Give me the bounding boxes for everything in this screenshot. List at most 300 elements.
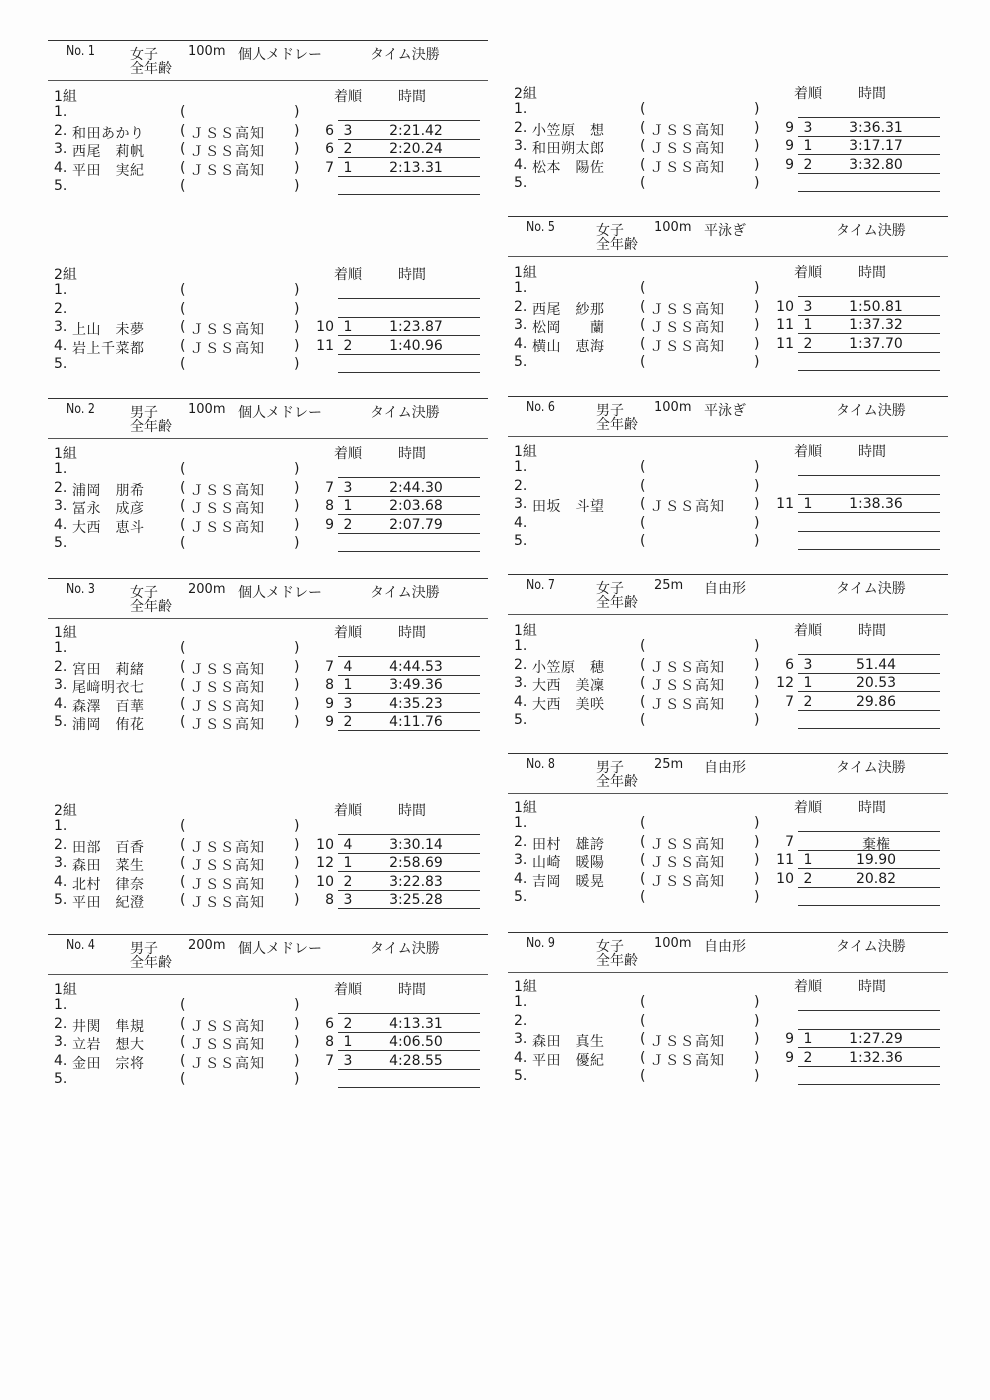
finish-time: 1:23.87 <box>389 319 443 335</box>
finish-time: 1:40.96 <box>389 337 443 354</box>
result-row <box>48 517 488 535</box>
header-rule-bottom <box>48 80 488 81</box>
paren-open: ( <box>640 693 646 710</box>
paren-close: ) <box>294 300 300 317</box>
lane-number: 5. <box>514 1068 528 1084</box>
team-name: ＪＳＳ高知 <box>650 873 725 890</box>
header-rule-top <box>508 753 948 754</box>
finish-time: 3:32.80 <box>849 156 903 173</box>
result-row <box>508 317 948 335</box>
paren-close: ) <box>754 889 760 905</box>
paren-close: ) <box>294 356 300 372</box>
paren-close: ) <box>294 282 300 298</box>
rank-column-header: 着順 <box>794 800 822 816</box>
header-rule-bottom <box>508 972 948 973</box>
event-kind: タイム決勝 <box>836 581 906 597</box>
paren-close: ) <box>294 892 300 908</box>
paren-close: ) <box>754 138 760 154</box>
lane-number: 3. <box>54 498 68 514</box>
event-distance: 100m <box>188 44 226 59</box>
paren-close: ) <box>294 658 300 675</box>
header-rule-top <box>48 578 488 579</box>
paren-close: ) <box>294 1071 300 1087</box>
paren-open: ( <box>640 280 646 296</box>
lane-number: 3. <box>514 317 528 333</box>
result-row <box>508 138 948 156</box>
event-number: No. 1 <box>66 44 95 59</box>
result-row <box>48 301 488 319</box>
paren-close: ) <box>754 712 760 728</box>
paren-open: ( <box>640 1049 646 1066</box>
paren-close: ) <box>754 175 760 191</box>
finish-time: 20.53 <box>855 675 897 691</box>
result-row <box>48 1071 488 1089</box>
paren-open: ( <box>180 104 186 120</box>
lane-number: 3. <box>514 138 528 154</box>
team-name: ＪＳＳ高知 <box>650 159 725 176</box>
team-name: ＪＳＳ高知 <box>190 340 265 357</box>
entry-underline <box>798 154 940 155</box>
paren-open: ( <box>180 516 186 533</box>
event-kind: タイム決勝 <box>370 405 440 421</box>
paren-close: ) <box>294 714 300 730</box>
finish-rank: 3 <box>343 479 353 496</box>
swimmer-age: 9 <box>785 119 794 136</box>
result-row <box>508 478 948 496</box>
swimmer-name: 冨永 成彦 <box>72 501 145 517</box>
swimmer-name: 和田あかり <box>72 125 145 142</box>
lane-number: 4. <box>514 335 528 352</box>
swimmer-age: 11 <box>776 335 794 352</box>
header-rule-bottom <box>48 618 488 619</box>
result-row <box>508 657 948 675</box>
entry-underline <box>798 333 940 334</box>
finish-time: 2:20.24 <box>389 141 443 157</box>
event-distance: 25m <box>654 757 684 772</box>
lane-number: 3. <box>54 1034 68 1050</box>
swimmer-age: 6 <box>785 656 794 673</box>
entry-underline <box>338 157 480 158</box>
team-name: ＪＳＳ高知 <box>190 322 265 338</box>
lane-number: 5. <box>514 712 528 728</box>
time-column-header: 時間 <box>858 800 886 816</box>
paren-close: ) <box>294 695 300 712</box>
result-row <box>48 659 488 677</box>
finish-rank: 4 <box>343 658 353 675</box>
finish-time: 2:13.31 <box>389 159 443 176</box>
entry-underline <box>338 1032 480 1033</box>
swimmer-name: 吉岡 暖晃 <box>532 873 605 890</box>
finish-time: 1:37.70 <box>849 335 903 352</box>
swimmer-age: 6 <box>325 1015 334 1032</box>
event-age-class: 全年齢 <box>596 237 638 253</box>
paren-open: ( <box>180 892 186 908</box>
finish-rank: 2 <box>803 335 813 352</box>
entry-underline <box>338 533 480 534</box>
lane-number: 2. <box>514 656 528 673</box>
result-row <box>508 852 948 870</box>
rank-column-header: 着順 <box>794 979 822 995</box>
heat-name: 1組 <box>514 979 537 995</box>
result-row <box>508 175 948 193</box>
paren-close: ) <box>754 533 760 549</box>
swimmer-name: 田部 百香 <box>72 839 145 856</box>
swimmer-name: 松岡 蘭 <box>532 320 605 336</box>
entry-underline <box>338 890 480 891</box>
swimmer-name: 森田 真生 <box>532 1034 605 1050</box>
entry-underline <box>338 477 480 478</box>
team-name: ＪＳＳ高知 <box>650 659 725 676</box>
event-age-class: 全年齢 <box>130 955 172 971</box>
paren-close: ) <box>294 461 300 477</box>
paren-close: ) <box>754 317 760 333</box>
entry-underline <box>798 531 940 532</box>
paren-close: ) <box>754 815 760 831</box>
result-row <box>508 120 948 138</box>
entry-underline <box>798 352 940 353</box>
paren-open: ( <box>640 712 646 728</box>
team-name: ＪＳＳ高知 <box>650 678 725 694</box>
event-number: No. 3 <box>66 582 95 597</box>
paren-close: ) <box>754 119 760 136</box>
finish-rank: 3 <box>803 656 813 673</box>
time-column-header: 時間 <box>858 444 886 460</box>
paren-close: ) <box>294 479 300 496</box>
result-row <box>508 638 948 656</box>
paren-open: ( <box>180 677 186 693</box>
paren-close: ) <box>294 855 300 871</box>
entry-underline <box>798 173 940 174</box>
paren-open: ( <box>180 1052 186 1069</box>
team-name: ＪＳＳ高知 <box>650 320 725 336</box>
finish-time: 20.82 <box>855 870 897 887</box>
finish-time: 3:22.83 <box>389 873 443 890</box>
swimmer-age: 10 <box>316 836 334 853</box>
paren-open: ( <box>180 714 186 730</box>
lane-number: 4. <box>54 873 68 890</box>
lane-number: 1. <box>514 280 528 296</box>
paren-close: ) <box>294 873 300 890</box>
event-stroke: 平泳ぎ <box>704 223 746 239</box>
lane-number: 5. <box>514 533 528 549</box>
team-name: ＪＳＳ高知 <box>650 855 725 871</box>
entry-underline <box>798 673 940 674</box>
event-kind: タイム決勝 <box>836 403 906 419</box>
swimmer-age: 9 <box>325 516 334 533</box>
lane-number: 1. <box>514 459 528 475</box>
finish-time: 1:37.32 <box>849 317 903 333</box>
paren-open: ( <box>640 870 646 887</box>
team-name: ＪＳＳ高知 <box>190 501 265 517</box>
team-name: ＪＳＳ高知 <box>190 482 265 499</box>
result-row <box>48 356 488 374</box>
paren-open: ( <box>640 101 646 117</box>
lane-number: 4. <box>54 695 68 712</box>
result-row <box>48 319 488 337</box>
swimmer-name: 森澤 百華 <box>72 698 145 715</box>
event-kind: タイム決勝 <box>836 939 906 955</box>
result-row <box>508 101 948 119</box>
paren-open: ( <box>640 354 646 370</box>
paren-open: ( <box>180 818 186 834</box>
event-number: No. 7 <box>526 578 555 593</box>
time-column-header: 時間 <box>858 979 886 995</box>
paren-open: ( <box>180 695 186 712</box>
team-name: ＪＳＳ高知 <box>190 1037 265 1053</box>
event-kind: タイム決勝 <box>370 47 440 63</box>
paren-open: ( <box>640 156 646 173</box>
lane-number: 4. <box>54 337 68 354</box>
finish-rank: 1 <box>343 1034 353 1050</box>
lane-number: 5. <box>54 892 68 908</box>
lane-number: 4. <box>514 156 528 173</box>
entry-underline <box>798 494 940 495</box>
header-rule-top <box>48 40 488 41</box>
paren-open: ( <box>180 498 186 514</box>
finish-time: 4:44.53 <box>389 658 443 675</box>
entry-underline <box>798 850 940 851</box>
entry-underline <box>798 1047 940 1048</box>
paren-open: ( <box>180 141 186 157</box>
result-row <box>48 282 488 300</box>
result-row <box>48 338 488 356</box>
swimmer-age: 11 <box>776 496 794 512</box>
event-stroke: 個人メドレー <box>238 47 322 63</box>
swimmer-age: 7 <box>325 1052 334 1069</box>
entry-underline <box>338 176 480 177</box>
finish-time: 2:21.42 <box>389 122 443 139</box>
paren-close: ) <box>754 496 760 512</box>
event-number: No. 2 <box>66 402 95 417</box>
result-row <box>508 675 948 693</box>
paren-close: ) <box>294 159 300 176</box>
swimmer-name: 上山 未夢 <box>72 322 145 338</box>
paren-open: ( <box>640 175 646 191</box>
finish-rank: 3 <box>803 119 813 136</box>
event-stroke: 個人メドレー <box>238 405 322 421</box>
finish-time: 3:25.28 <box>389 892 443 908</box>
finish-rank: 2 <box>343 873 353 890</box>
paren-open: ( <box>180 337 186 354</box>
heat-header <box>508 976 948 994</box>
event-number: No. 5 <box>526 220 555 235</box>
event-header <box>508 574 948 616</box>
paren-close: ) <box>294 122 300 139</box>
team-name: ＪＳＳ高知 <box>190 839 265 856</box>
team-name: ＪＳＳ高知 <box>190 680 265 696</box>
time-column-header: 時間 <box>398 446 426 462</box>
lane-number: 3. <box>514 852 528 868</box>
finish-rank: 1 <box>803 852 813 868</box>
rank-column-header: 着順 <box>334 982 362 998</box>
swimmer-age: 7 <box>785 693 794 710</box>
paren-open: ( <box>180 855 186 871</box>
event-header <box>48 578 488 620</box>
entry-underline <box>798 117 940 118</box>
entry-underline <box>338 693 480 694</box>
finish-time: 3:30.14 <box>389 836 443 853</box>
swimmer-age: 12 <box>776 675 794 691</box>
header-rule-bottom <box>48 438 488 439</box>
event-age-class: 全年齢 <box>130 61 172 77</box>
event-kind: タイム決勝 <box>370 941 440 957</box>
event-header <box>48 398 488 440</box>
entry-underline <box>338 871 480 872</box>
swimmer-name: 大西 恵斗 <box>72 519 145 536</box>
paren-close: ) <box>294 337 300 354</box>
heat-name: 1組 <box>514 800 537 816</box>
paren-close: ) <box>294 516 300 533</box>
team-name: ＪＳＳ高知 <box>650 1034 725 1050</box>
finish-rank: 1 <box>343 677 353 693</box>
swimmer-name: 浦岡 侑花 <box>72 717 145 733</box>
event-stroke: 平泳ぎ <box>704 403 746 419</box>
event-distance: 100m <box>654 936 692 951</box>
swimmer-name: 井関 隼規 <box>72 1018 145 1035</box>
finish-rank: 3 <box>803 298 813 315</box>
event-header <box>508 932 948 974</box>
entry-underline <box>338 120 480 121</box>
lane-number: 3. <box>514 675 528 691</box>
finish-rank: 2 <box>343 141 353 157</box>
entry-underline <box>798 1084 940 1085</box>
heat-name: 1組 <box>514 265 537 281</box>
paren-open: ( <box>180 178 186 194</box>
heat-header <box>48 443 488 461</box>
paren-close: ) <box>294 997 300 1013</box>
swimmer-name: 森田 菜生 <box>72 858 145 874</box>
team-name: ＪＳＳ高知 <box>190 876 265 893</box>
swimmer-age: 8 <box>325 677 334 693</box>
lane-number: 1. <box>54 282 68 298</box>
swimmer-age: 8 <box>325 892 334 908</box>
paren-close: ) <box>754 514 760 531</box>
lane-number: 2. <box>514 119 528 136</box>
entry-underline <box>338 834 480 835</box>
entry-underline <box>338 551 480 552</box>
result-row <box>508 299 948 317</box>
event-gender: 男子 <box>596 403 624 419</box>
time-column-header: 時間 <box>398 982 426 998</box>
paren-open: ( <box>640 335 646 352</box>
rank-column-header: 着順 <box>334 89 362 105</box>
rank-column-header: 着順 <box>794 623 822 639</box>
team-name: ＪＳＳ高知 <box>650 499 725 515</box>
entry-underline <box>338 908 480 909</box>
swimmer-name: 西尾 紗那 <box>532 301 605 318</box>
event-distance: 200m <box>188 582 226 597</box>
paren-open: ( <box>180 300 186 317</box>
paren-close: ) <box>754 638 760 654</box>
event-gender: 女子 <box>596 939 624 955</box>
entry-underline <box>338 1013 480 1014</box>
finish-rank: 2 <box>803 156 813 173</box>
swimmer-age: 9 <box>325 695 334 712</box>
rank-column-header: 着順 <box>334 446 362 462</box>
event-distance: 100m <box>654 220 692 235</box>
team-name: ＪＳＳ高知 <box>190 519 265 536</box>
team-name: ＪＳＳ高知 <box>190 1018 265 1035</box>
swimmer-name: 大西 美凜 <box>532 678 605 694</box>
finish-time: 2:58.69 <box>389 855 443 871</box>
result-row <box>508 871 948 889</box>
event-stroke: 自由形 <box>704 581 746 597</box>
swimmer-name: 宮田 莉緒 <box>72 661 145 678</box>
result-row <box>48 855 488 873</box>
finish-rank: 1 <box>343 159 353 176</box>
team-name: ＪＳＳ高知 <box>190 858 265 874</box>
team-name: ＪＳＳ高知 <box>650 122 725 139</box>
paren-close: ) <box>294 178 300 194</box>
swimmer-age: 7 <box>785 833 794 850</box>
finish-rank: 1 <box>803 496 813 512</box>
event-kind: タイム決勝 <box>370 585 440 601</box>
team-name: ＪＳＳ高知 <box>190 125 265 142</box>
paren-open: ( <box>640 496 646 512</box>
event-gender: 男子 <box>130 941 158 957</box>
entry-underline <box>338 317 480 318</box>
swimmer-name: 平田 優紀 <box>532 1052 605 1069</box>
lane-number: 3. <box>514 1031 528 1047</box>
lane-number: 2. <box>54 658 68 675</box>
entry-underline <box>338 853 480 854</box>
heat-name: 1組 <box>54 625 77 641</box>
paren-open: ( <box>180 1071 186 1087</box>
result-row <box>48 696 488 714</box>
team-name: ＪＳＳ高知 <box>650 696 725 713</box>
result-row <box>48 874 488 892</box>
event-header <box>48 934 488 976</box>
paren-open: ( <box>180 535 186 551</box>
paren-open: ( <box>640 119 646 136</box>
event-age-class: 全年齢 <box>130 599 172 615</box>
entry-underline <box>338 1087 480 1088</box>
team-name: ＪＳＳ高知 <box>190 1055 265 1072</box>
lane-number: 2. <box>54 300 68 317</box>
entry-underline <box>338 656 480 657</box>
finish-rank: 3 <box>343 1052 353 1069</box>
heat-name: 1組 <box>514 444 537 460</box>
heat-header <box>508 797 948 815</box>
team-name: ＪＳＳ高知 <box>190 162 265 179</box>
paren-close: ) <box>754 477 760 494</box>
result-row <box>508 1050 948 1068</box>
entry-underline <box>798 512 940 513</box>
lane-number: 3. <box>514 496 528 512</box>
event-gender: 女子 <box>130 585 158 601</box>
result-row <box>48 480 488 498</box>
event-gender: 女子 <box>596 581 624 597</box>
lane-number: 5. <box>54 178 68 194</box>
result-row <box>508 1013 948 1031</box>
time-column-header: 時間 <box>398 803 426 819</box>
lane-number: 2. <box>54 836 68 853</box>
lane-number: 5. <box>54 356 68 372</box>
paren-open: ( <box>180 640 186 656</box>
event-header <box>508 396 948 438</box>
lane-number: 2. <box>54 1015 68 1032</box>
result-row <box>48 714 488 732</box>
result-row <box>508 712 948 730</box>
entry-underline <box>798 1029 940 1030</box>
paren-close: ) <box>754 156 760 173</box>
paren-open: ( <box>640 1068 646 1084</box>
paren-open: ( <box>640 638 646 654</box>
finish-time: 2:44.30 <box>389 479 443 496</box>
swimmer-age: 11 <box>316 337 334 354</box>
entry-underline <box>338 496 480 497</box>
finish-time: 1:50.81 <box>849 298 903 315</box>
